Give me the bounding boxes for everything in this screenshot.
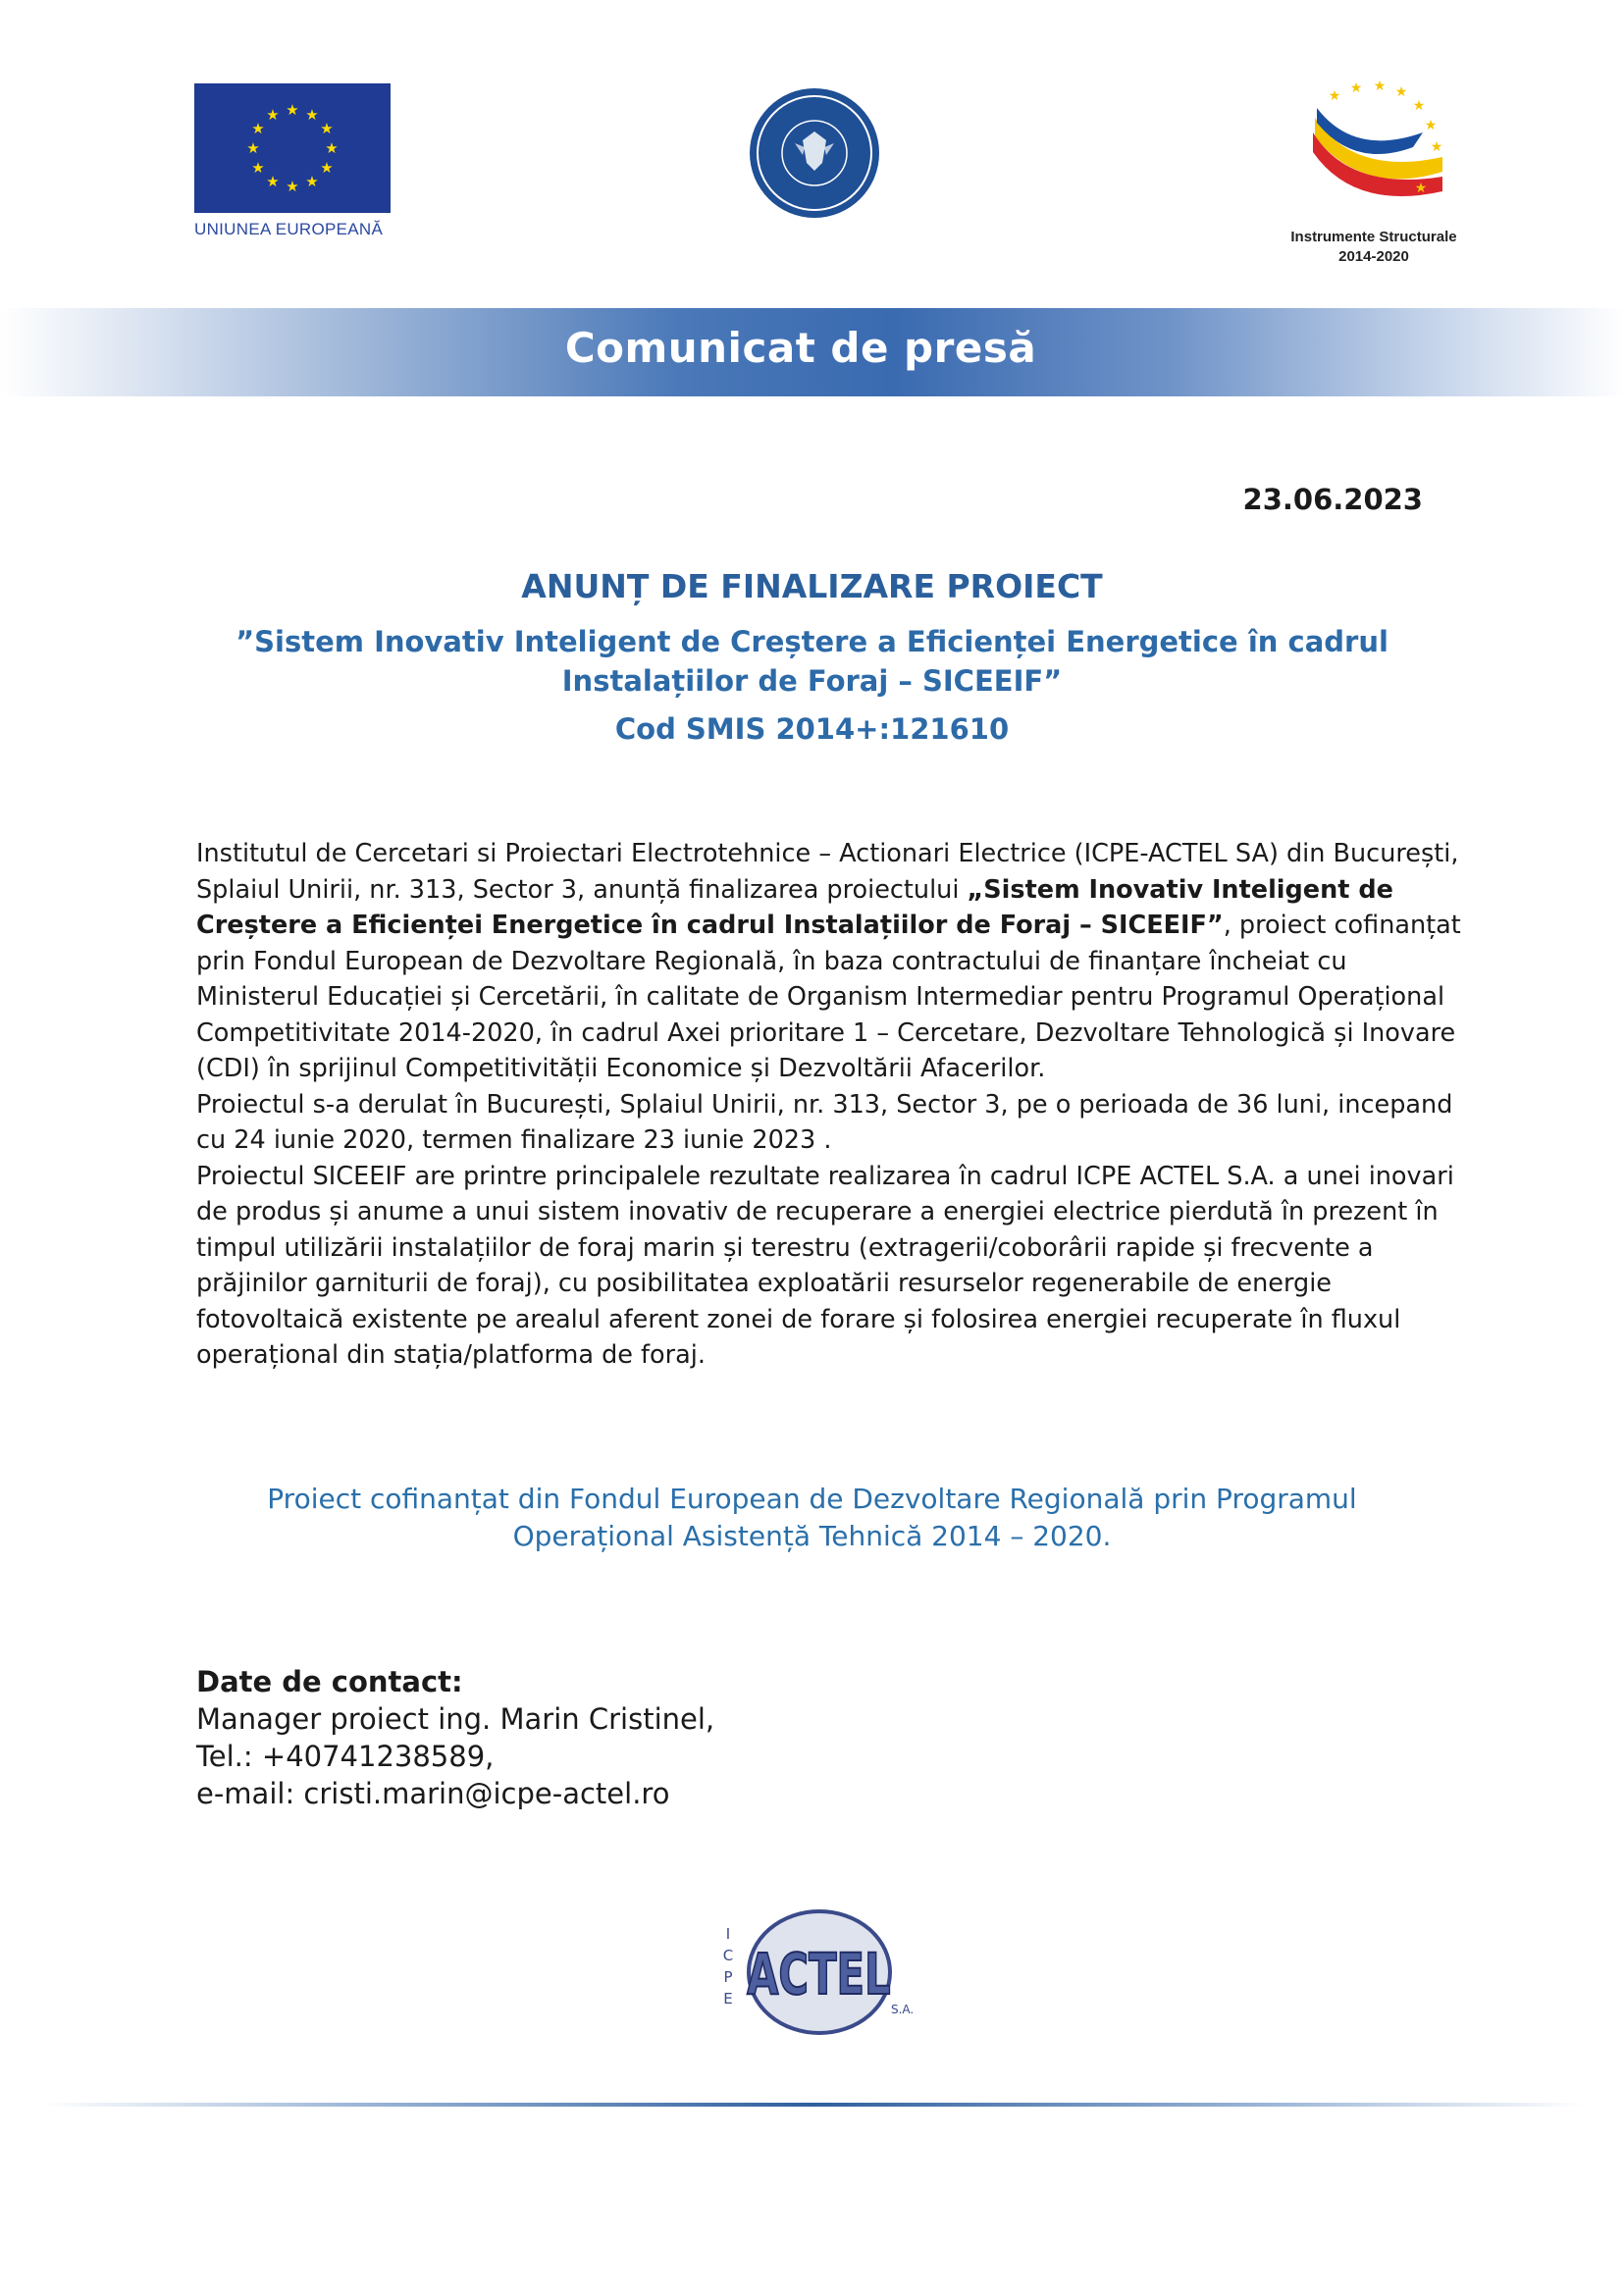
cofinancing-note: [147, 1481, 1477, 1555]
contact-email[interactable]: e-mail: cristi.marin@icpe-actel.ro: [196, 1777, 670, 1810]
svg-text:★: ★: [1430, 139, 1443, 155]
project-name: [147, 622, 1477, 701]
svg-text:★: ★: [1373, 78, 1387, 94]
is-caption-line1: Instrumente Structurale: [1290, 229, 1457, 245]
svg-text:★: ★: [246, 139, 260, 157]
press-release-body: [196, 836, 1462, 1374]
svg-text:★: ★: [1349, 80, 1363, 96]
contact-phone: Tel.: +40741238589,: [196, 1740, 495, 1773]
contact-manager: Manager proiect ing. Marin Cristinel,: [196, 1702, 715, 1736]
svg-text:★: ★: [325, 139, 339, 157]
svg-text:★: ★: [286, 101, 299, 119]
svg-text:I: I: [725, 1925, 731, 1943]
svg-text:★: ★: [1412, 98, 1426, 114]
svg-text:★: ★: [251, 159, 265, 177]
svg-text:★: ★: [266, 106, 280, 124]
svg-text:P: P: [723, 1968, 733, 1986]
government-seal-logo: [748, 86, 881, 220]
svg-text:★: ★: [1424, 118, 1438, 133]
announcement-title: ANUNȚ DE FINALIZARE PROIECT: [521, 567, 1103, 605]
cofinancing-line1: Proiect cofinanțat din Fondul European de Dezvoltare Regională prin Programul: [267, 1483, 1357, 1515]
svg-text:★: ★: [1414, 181, 1428, 196]
paragraph-intro: [196, 836, 1462, 1087]
svg-text:★: ★: [305, 106, 319, 124]
svg-text:★: ★: [1328, 88, 1341, 104]
svg-text:S.A.: S.A.: [891, 2003, 915, 2016]
smis-code: Cod SMIS 2014+:121610: [614, 712, 1010, 746]
paragraph-duration: Proiectul s-a derulat în București, Splaiul Unirii, nr. 313, Sector 3, pe o perioada de 36 luni, incepand cu 24 iunie 2020, termen finalizare 23 iunie 2023 .: [196, 1089, 1453, 1155]
intro-text-start: Institutul de Cercetari si Proiectari Electrotehnice – Actionari Electrice (ICPE-ACTEL SA) din București, Splaiul Unirii, nr. 313, Sector 3, anunță finalizarea proiectului: [196, 839, 1459, 905]
eu-caption: UNIUNEA EUROPEANĂ: [194, 220, 384, 238]
contact-section: [196, 1663, 1079, 1812]
banner-title: Comunicat de presă: [564, 324, 1037, 372]
svg-text:E: E: [723, 1990, 733, 2008]
svg-text:★: ★: [251, 120, 265, 137]
svg-text:★: ★: [320, 159, 334, 177]
structural-instruments-logo: [1295, 78, 1452, 226]
svg-text:★: ★: [1426, 161, 1440, 177]
icpe-actel-logo: [716, 1905, 932, 2043]
svg-text:C: C: [722, 1947, 734, 1964]
structural-instruments-caption: [1256, 228, 1492, 267]
eu-stars-icon: [194, 83, 391, 213]
project-name-bold: „Sistem Inovativ Inteligent de Creștere a Eficienței Energetice în cadrul Instalațiilor de Foraj – SICEEIF”: [196, 874, 1393, 940]
paragraph-results: Proiectul SICEEIF are printre principalele rezultate realizarea în cadrul ICPE ACTEL S.A. a unei inovari de produs și anume a unui sistem inovativ de recuperare a energiei electrice pierdută în prezent în timpul utilizării instalațiilor de foraj marin și terestru (extragerii/coborârii rapide și frecvente a prăjinilor garniturii de foraj), cu posibilitatea exploatării resurselor regenerabile de energie fotovoltaică existente pe arealul aferent zonei de forare și folosirea energiei recuperate în fluxul operațional din stația/platforma de foraj.: [196, 1161, 1454, 1370]
svg-text:★: ★: [1394, 84, 1408, 100]
svg-text:ACTEL: ACTEL: [747, 1941, 891, 2008]
footer-divider: [43, 2103, 1584, 2107]
svg-text:★: ★: [320, 120, 334, 137]
intro-text-end: , proiect cofinanțat prin Fondul European de Dezvoltare Regională, în baza contractului de finanțare încheiat cu Ministerul Educației și Cercetării, în calitate de Organism Intermediar pentru Programul Operațional Competitivitate 2014-2020, în cadrul Axei prioritare 1 – Cercetare, Dezvoltare Tehnologică și Inovare (CDI) în sprijinul Competitivității Economice și Dezvoltării Afacerilor.: [196, 911, 1461, 1083]
project-name-line1: ”Sistem Inovativ Inteligent de Creștere a Eficienței Energetice în cadrul: [236, 625, 1388, 658]
project-name-line2: Instalațiilor de Foraj – SICEEIF”: [561, 664, 1063, 698]
cofinancing-line2: Operațional Asistență Tehnică 2014 – 2020.: [512, 1520, 1112, 1552]
svg-text:★: ★: [266, 173, 280, 190]
contact-title: Date de contact:: [196, 1665, 463, 1698]
svg-text:★: ★: [286, 178, 299, 195]
is-caption-line2: 2014-2020: [1338, 248, 1409, 265]
release-date: 23.06.2023: [1242, 483, 1423, 516]
eu-flag-logo: [194, 83, 391, 213]
svg-text:★: ★: [305, 173, 319, 190]
